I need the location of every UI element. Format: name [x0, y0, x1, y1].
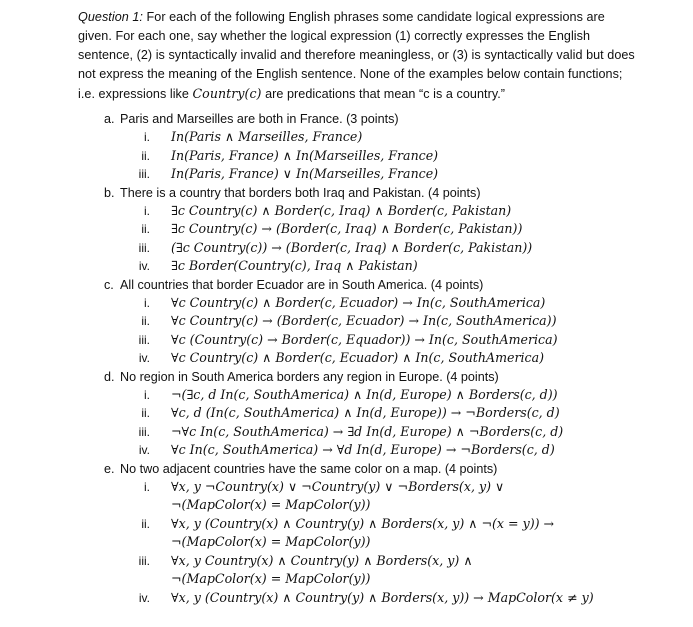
part-heading-text: No two adjacent countries have the same color on a map. (4 points) — [120, 461, 498, 476]
option-number: iv. — [138, 351, 150, 365]
question-intro — [78, 8, 638, 104]
option-expression: In(Paris ∧ Marseilles, France) — [171, 129, 363, 144]
question-part — [78, 368, 638, 460]
option-number: i. — [144, 387, 150, 402]
option-expression: ∀c, d (In(c, SouthAmerica) ∧ In(d, Europe)) → ¬Borders(c, d) — [171, 405, 560, 420]
part-letter: a. — [104, 112, 115, 126]
intro-math: Country(c) — [192, 86, 262, 101]
option-expression: ¬∀c In(c, SouthAmerica) → ∃d In(d, Europe) ∧ ¬Borders(c, d) — [171, 423, 564, 439]
part-letter: e. — [104, 461, 115, 476]
option-expression: ∀c Country(c) ∧ Border(c, Ecuador) ∧ In(c, SouthAmerica) — [171, 350, 544, 365]
option-item — [78, 312, 638, 331]
part-heading — [78, 110, 638, 128]
intro-text-a: For each of the following English phrases some candidate logical expressions are given. For each one, say whether the logical expression (1) correctly expresses the English sentence, (2) is syntactically invalid and therefore meaningless, or (3) is syntactically valid but does not express the meaning of the English sentence. None of the examples below contain functions; i.e. expressions like — [78, 10, 635, 101]
option-expression-continued: ¬(MapColor(x) = MapColor(y)) — [171, 534, 371, 549]
option-item — [78, 128, 638, 147]
option-item — [78, 552, 638, 589]
option-number: iii. — [138, 167, 150, 181]
option-number: iv. — [138, 443, 150, 457]
part-heading — [78, 460, 638, 478]
option-number: ii. — [141, 148, 150, 163]
part-heading-text: All countries that border Ecuador are in South America. (4 points) — [120, 277, 484, 292]
part-heading-text: No region in South America borders any region in Europe. (4 points) — [120, 369, 499, 384]
option-expression: ∃c Border(Country(c), Iraq ∧ Pakistan) — [171, 258, 418, 273]
option-number: i. — [144, 479, 150, 494]
option-number: iii. — [138, 332, 150, 347]
question-part — [78, 460, 638, 608]
option-item — [78, 294, 638, 313]
option-expression: In(Paris, France) ∨ In(Marseilles, France) — [171, 166, 439, 181]
option-expression: ∀c (Country(c) → Border(c, Equador)) → In(c, SouthAmerica) — [171, 331, 558, 347]
option-expression: (∃c Country(c)) → (Border(c, Iraq) ∧ Border(c, Pakistan)) — [171, 239, 533, 255]
part-heading — [78, 368, 638, 386]
option-item — [78, 441, 638, 460]
option-item — [78, 478, 638, 515]
option-expression: ∀x, y ¬Country(x) ∨ ¬Country(y) ∨ ¬Borders(x, y) ∨ — [171, 478, 505, 494]
option-item — [78, 220, 638, 239]
part-heading-text: There is a country that borders both Iraq and Pakistan. (4 points) — [120, 185, 481, 200]
option-expression: ∀x, y (Country(x) ∧ Country(y) ∧ Borders(x, y) ∧ ¬(x = y)) → — [171, 515, 555, 531]
document — [78, 8, 638, 607]
option-number: ii. — [141, 406, 150, 420]
option-item — [78, 165, 638, 184]
part-letter: b. — [104, 185, 115, 200]
option-expression: ∀c Country(c) → (Border(c, Ecuador) → In(c, SouthAmerica)) — [171, 313, 557, 328]
option-expression: ¬(∃c, d In(c, SouthAmerica) ∧ In(d, Europe) ∧ Borders(c, d)) — [171, 386, 558, 402]
part-heading — [78, 184, 638, 202]
option-item — [78, 349, 638, 368]
option-expression: ∃c Country(c) ∧ Border(c, Iraq) ∧ Border(c, Pakistan) — [171, 202, 512, 218]
question-label: Question 1: — [78, 10, 143, 24]
option-item — [78, 239, 638, 258]
option-item — [78, 404, 638, 423]
option-number: i. — [144, 130, 150, 144]
option-item — [78, 386, 638, 405]
option-item — [78, 202, 638, 221]
option-expression-continued: ¬(MapColor(x) = MapColor(y)) — [171, 497, 371, 512]
option-number: iv. — [138, 590, 150, 605]
question-part — [78, 110, 638, 184]
part-heading — [78, 276, 638, 294]
question-part — [78, 276, 638, 368]
part-heading-text: Paris and Marseilles are both in France. (3 points) — [120, 112, 399, 126]
option-number: ii. — [141, 516, 150, 531]
option-expression: ∀x, y (Country(x) ∧ Country(y) ∧ Borders(x, y)) → MapColor(x ≠ y) — [171, 589, 594, 605]
option-item — [78, 257, 638, 276]
option-expression: ∀c In(c, SouthAmerica) → ∀d In(d, Europe) → ¬Borders(c, d) — [171, 442, 555, 457]
option-number: i. — [144, 203, 150, 218]
option-item — [78, 423, 638, 442]
option-number: ii. — [141, 314, 150, 328]
part-letter: d. — [104, 369, 115, 384]
option-number: iii. — [138, 424, 150, 439]
question-parts — [78, 110, 638, 607]
option-number: ii. — [141, 222, 150, 236]
option-item — [78, 147, 638, 166]
question-part — [78, 184, 638, 276]
option-expression: ∀x, y Country(x) ∧ Country(y) ∧ Borders(x, y) ∧ — [171, 552, 473, 568]
option-expression: In(Paris, France) ∧ In(Marseilles, France) — [171, 147, 439, 163]
option-number: iii. — [138, 553, 150, 568]
option-expression: ∃c Country(c) → (Border(c, Iraq) ∧ Border(c, Pakistan)) — [171, 221, 523, 236]
option-item — [78, 589, 638, 608]
option-item — [78, 515, 638, 552]
option-expression-continued: ¬(MapColor(x) = MapColor(y)) — [171, 571, 371, 586]
part-letter: c. — [104, 277, 114, 292]
intro-text-b: are predications that mean “c is a country.” — [261, 87, 506, 101]
option-expression: ∀c Country(c) ∧ Border(c, Ecuador) → In(c, SouthAmerica) — [171, 294, 546, 310]
option-number: iv. — [138, 259, 150, 273]
option-item — [78, 331, 638, 350]
option-number: iii. — [138, 240, 150, 255]
option-number: i. — [144, 295, 150, 310]
